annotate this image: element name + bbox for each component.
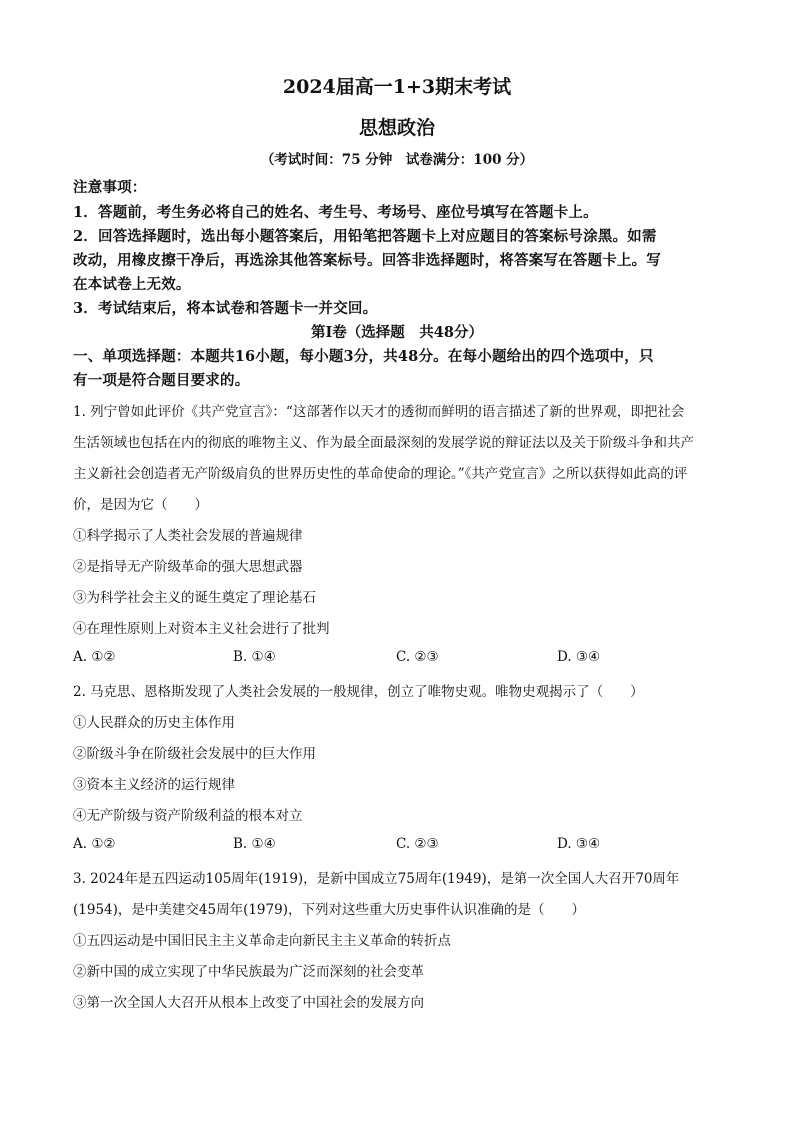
exam-info: （考试时间：75 分钟 试卷满分：100 分） — [260, 152, 534, 168]
section-title: 第Ⅰ卷（选择题 共48分） — [311, 324, 483, 341]
question-3-stem: 3. 2024年是五四运动105周年(1919)，是新中国成立75周年(1949)，是第一次全国人大召开70周年 — [73, 871, 680, 887]
question-1-stem: 1. 列宁曾如此评价《共产党宣言》：“这部著作以天才的透彻而鲜明的语言描述了新的世界观，即把社会 — [73, 404, 685, 420]
question-3-stem: (1954)，是中美建交45周年(1979)，下列对这些重大历史事件认识准确的是（ ） — [73, 902, 585, 918]
subject-title: 思想政治 — [358, 117, 435, 139]
note-line: 3．考试结束后，将本试卷和答题卡一并交回。 — [73, 300, 378, 317]
question-3-statement: ②新中国的成立实现了中华民族最为广泛而深刻的社会变革 — [73, 964, 424, 980]
question-2-stem: 2. 马克思、恩格斯发现了人类社会发展的一般规律，创立了唯物史观。唯物史观揭示了（ ） — [73, 684, 644, 700]
question-1-stem: 主义新社会创造者无产阶级肩负的世界历史性的革命使命的理论。”《共产党宣言》之所以获得如此高的评 — [73, 466, 688, 482]
question-2-option-b: B. ①④ — [233, 836, 276, 852]
section-instruction: 一、单项选择题：本题共16小题，每小题3分，共48分。在每小题给出的四个选项中，只 — [73, 348, 654, 365]
question-1-statement: ②是指导无产阶级革命的强大思想武器 — [73, 559, 303, 575]
exam-title: 2024届高一1+3期末考试 — [282, 76, 512, 98]
question-1-option-c: C. ②③ — [396, 649, 439, 665]
question-2-option-d: D. ③④ — [557, 836, 601, 852]
question-2-statement: ②阶级斗争在阶级社会发展中的巨大作用 — [73, 746, 316, 762]
question-2-option-a: A. ①② — [73, 836, 116, 852]
question-1-stem: 生活领域也包括在内的彻底的唯物主义、作为最全面最深刻的发展学说的辩证法以及关于阶级斗争和共产 — [73, 435, 694, 451]
question-1-option-d: D. ③④ — [557, 649, 601, 665]
question-2-statement: ①人民群众的历史主体作用 — [73, 715, 235, 731]
note-line: 改动，用橡皮擦干净后，再选涂其他答案标号。回答非选择题时，将答案写在答题卡上。写 — [73, 252, 661, 269]
question-1-option-b: B. ①④ — [233, 649, 276, 665]
question-1-stem: 价，是因为它（ ） — [73, 497, 208, 513]
note-line: 1．答题前，考生务必将自己的姓名、考生号、考场号、座位号填写在答题卡上。 — [73, 204, 598, 221]
notes-heading: 注意事项： — [73, 179, 147, 196]
note-line: 在本试卷上无效。 — [73, 276, 191, 293]
question-1-statement: ④在理性原则上对资本主义社会进行了批判 — [73, 621, 330, 637]
question-2-statement: ④无产阶级与资产阶级利益的根本对立 — [73, 808, 303, 824]
question-3-statement: ①五四运动是中国旧民主主义革命走向新民主主义革命的转折点 — [73, 933, 451, 949]
question-1-option-a: A. ①② — [73, 649, 116, 665]
section-instruction: 有一项是符合题目要求的。 — [73, 372, 250, 389]
question-3-statement: ③第一次全国人大召开从根本上改变了中国社会的发展方向 — [73, 995, 424, 1011]
question-2-option-c: C. ②③ — [396, 836, 439, 852]
note-line: 2．回答选择题时，选出每小题答案后，用铅笔把答题卡上对应题目的答案标号涂黑。如需 — [73, 228, 657, 245]
question-2-statement: ③资本主义经济的运行规律 — [73, 777, 235, 793]
question-1-statement: ③为科学社会主义的诞生奠定了理论基石 — [73, 590, 316, 606]
question-1-statement: ①科学揭示了人类社会发展的普遍规律 — [73, 528, 303, 544]
